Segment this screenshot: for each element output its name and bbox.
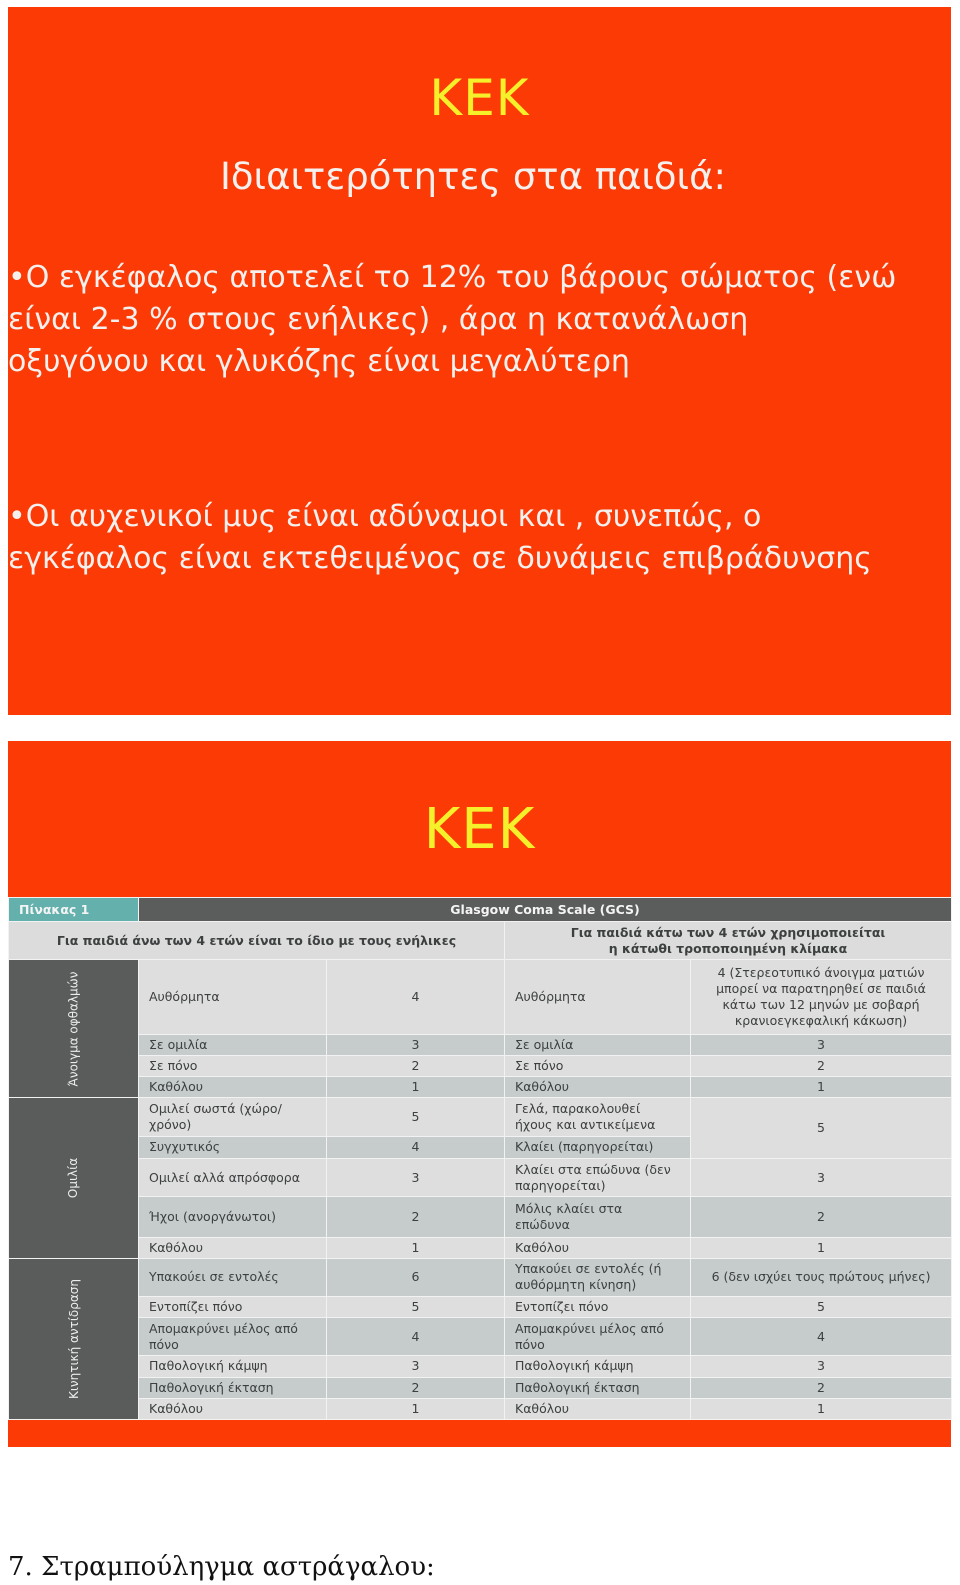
left-score: 5 bbox=[327, 1296, 505, 1317]
table-title-row bbox=[9, 898, 952, 922]
left-score: 2 bbox=[327, 1056, 505, 1077]
left-score: 1 bbox=[327, 1077, 505, 1098]
table-header-row bbox=[9, 922, 952, 960]
slide-intracranial-specifics bbox=[8, 7, 951, 715]
left-score: 2 bbox=[327, 1197, 505, 1237]
table-row bbox=[9, 1197, 952, 1237]
table-row bbox=[9, 1318, 952, 1356]
right-score: 4 (Στερεοτυπικό άνοιγμα ματιών μπορεί να παρατηρηθεί σε παιδιά κάτω των 12 μηνών με σοβαρή κρανιοεγκεφαλική κάκωση) bbox=[691, 960, 952, 1035]
table-row bbox=[9, 1098, 952, 1136]
left-score: 6 bbox=[327, 1258, 505, 1296]
left-response: Καθόλου bbox=[139, 1077, 327, 1098]
left-response: Ήχοι (ανοργάνωτοι) bbox=[139, 1197, 327, 1237]
group-label-motor: Κινητική αντίδραση bbox=[9, 1258, 139, 1419]
right-score: 3 bbox=[691, 1158, 952, 1196]
right-response: Αυθόρμητα bbox=[505, 960, 691, 1035]
left-score: 4 bbox=[327, 1318, 505, 1356]
bullet-line: •Ο εγκέφαλος αποτελεί το 12% του βάρους σώματος (ενώ bbox=[8, 260, 897, 295]
right-response: Παθολογική έκταση bbox=[505, 1377, 691, 1398]
table-row bbox=[9, 1056, 952, 1077]
left-score: 4 bbox=[327, 960, 505, 1035]
right-header-line: Για παιδιά κάτω των 4 ετών χρησιμοποιείται bbox=[570, 924, 886, 940]
table-row bbox=[9, 1035, 952, 1056]
left-response: Καθόλου bbox=[139, 1237, 327, 1258]
right-score: 5 bbox=[691, 1098, 952, 1158]
right-score: 1 bbox=[691, 1237, 952, 1258]
left-score: 1 bbox=[327, 1398, 505, 1419]
right-response: Απομακρύνει μέλος από πόνο bbox=[505, 1318, 691, 1356]
left-response: Υπακούει σε εντολές bbox=[139, 1258, 327, 1296]
right-response: Κλαίει (παρηγορείται) bbox=[505, 1136, 691, 1158]
table-row bbox=[9, 1077, 952, 1098]
right-response: Εντοπίζει πόνο bbox=[505, 1296, 691, 1317]
right-score: 2 bbox=[691, 1377, 952, 1398]
right-score: 3 bbox=[691, 1035, 952, 1056]
left-response: Παθολογική έκταση bbox=[139, 1377, 327, 1398]
right-response: Καθόλου bbox=[505, 1237, 691, 1258]
right-header bbox=[505, 922, 952, 960]
table-row bbox=[9, 1158, 952, 1196]
left-score: 4 bbox=[327, 1136, 505, 1158]
left-score: 3 bbox=[327, 1158, 505, 1196]
left-response: Ομιλεί σωστά (χώρο/χρόνο) bbox=[139, 1098, 327, 1136]
right-score: 2 bbox=[691, 1197, 952, 1237]
bullet-line: οξυγόνου και γλυκόζης είναι μεγαλύτερη bbox=[8, 344, 630, 379]
right-response: Σε πόνο bbox=[505, 1056, 691, 1077]
slide-title: ΚΕΚ bbox=[429, 69, 530, 127]
right-score: 2 bbox=[691, 1056, 952, 1077]
right-response: Κλαίει στα επώδυνα (δεν παρηγορείται) bbox=[505, 1158, 691, 1196]
left-score: 3 bbox=[327, 1356, 505, 1377]
slide-title: ΚΕΚ bbox=[423, 797, 536, 862]
right-header-line: η κάτωθι τροποποιημένη κλίμακα bbox=[608, 940, 848, 956]
group-label-verbal: Ομιλία bbox=[9, 1098, 139, 1258]
bullet-neck-muscles bbox=[8, 496, 872, 580]
table-row bbox=[9, 1258, 952, 1296]
left-response: Σε πόνο bbox=[139, 1056, 327, 1077]
left-score: 3 bbox=[327, 1035, 505, 1056]
table-row bbox=[9, 1398, 952, 1419]
table-row bbox=[9, 1296, 952, 1317]
group-label-eyes: Άνοιγμα οφθαλμών bbox=[9, 960, 139, 1098]
bullet-line: είναι 2-3 % στους ενήλικες) , άρα η κατανάλωση bbox=[8, 302, 749, 337]
left-response: Παθολογική κάμψη bbox=[139, 1356, 327, 1377]
right-response: Γελά, παρακολουθεί ήχους και αντικείμενα bbox=[505, 1098, 691, 1136]
right-score: 5 bbox=[691, 1296, 952, 1317]
left-response: Καθόλου bbox=[139, 1398, 327, 1419]
table-title: Glasgow Coma Scale (GCS) bbox=[139, 898, 952, 922]
left-response: Απομακρύνει μέλος από πόνο bbox=[139, 1318, 327, 1356]
gcs-table bbox=[8, 897, 952, 1420]
table-row bbox=[9, 1237, 952, 1258]
slide-subtitle: Ιδιαιτερότητες στα παιδιά: bbox=[220, 155, 726, 198]
right-score: 1 bbox=[691, 1398, 952, 1419]
right-score: 1 bbox=[691, 1077, 952, 1098]
bullet-line: εγκέφαλος είναι εκτεθειμένος σε δυνάμεις επιβράδυνσης bbox=[8, 541, 872, 576]
right-response: Σε ομιλία bbox=[505, 1035, 691, 1056]
table-row bbox=[9, 960, 952, 1035]
section-heading: 7. Στραμπούληγμα αστράγαλου: bbox=[8, 1552, 435, 1582]
left-score: 1 bbox=[327, 1237, 505, 1258]
left-response: Ομιλεί αλλά απρόσφορα bbox=[139, 1158, 327, 1196]
right-score: 6 (δεν ισχύει τους πρώτους μήνες) bbox=[691, 1258, 952, 1296]
table-row bbox=[9, 1356, 952, 1377]
right-score: 3 bbox=[691, 1356, 952, 1377]
table-row bbox=[9, 1377, 952, 1398]
right-response: Καθόλου bbox=[505, 1398, 691, 1419]
bullet-line: •Οι αυχενικοί μυς είναι αδύναμοι και , συνεπώς, ο bbox=[8, 499, 762, 534]
right-response: Υπακούει σε εντολές (ή αυθόρμητη κίνηση) bbox=[505, 1258, 691, 1296]
right-response: Καθόλου bbox=[505, 1077, 691, 1098]
slide-glasgow-coma-scale bbox=[8, 741, 951, 1447]
right-response: Παθολογική κάμψη bbox=[505, 1356, 691, 1377]
left-response: Αυθόρμητα bbox=[139, 960, 327, 1035]
table-label: Πίνακας 1 bbox=[9, 898, 139, 922]
left-response: Συγχυτικός bbox=[139, 1136, 327, 1158]
right-score: 4 bbox=[691, 1318, 952, 1356]
left-response: Εντοπίζει πόνο bbox=[139, 1296, 327, 1317]
left-response: Σε ομιλία bbox=[139, 1035, 327, 1056]
left-score: 5 bbox=[327, 1098, 505, 1136]
left-score: 2 bbox=[327, 1377, 505, 1398]
right-response: Μόλις κλαίει στα επώδυνα bbox=[505, 1197, 691, 1237]
left-header: Για παιδιά άνω των 4 ετών είναι το ίδιο με τους ενήλικες bbox=[9, 922, 505, 960]
bullet-brain-weight bbox=[8, 257, 896, 383]
